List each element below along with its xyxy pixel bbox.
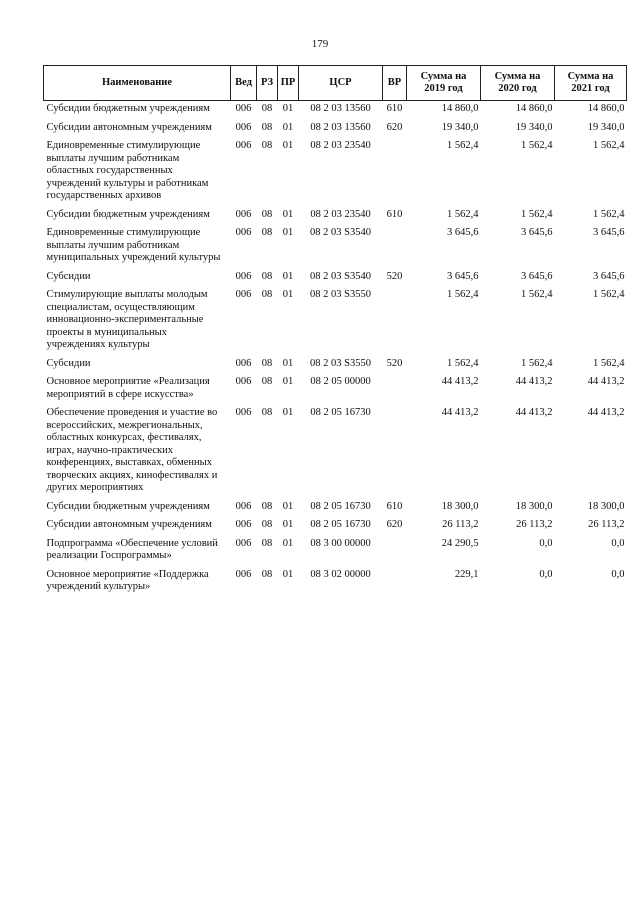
row-pr: 01	[282, 407, 294, 418]
row-csr: 08 2 03 23540	[310, 140, 371, 151]
row-ved: 006	[235, 270, 252, 282]
table-row	[44, 536, 627, 567]
row-sum-2020: 0,0	[539, 537, 553, 549]
row-csr: 08 2 03 13560	[310, 121, 371, 133]
row-ved: 006	[235, 289, 252, 300]
table-row	[44, 101, 627, 120]
row-rz: 08	[261, 407, 273, 418]
row-sum-2021: 14 860,0	[587, 103, 625, 114]
row-csr: 08 2 03 23540	[310, 208, 371, 220]
header-vr: ВР	[383, 66, 407, 101]
table-row	[44, 120, 627, 139]
row-csr: 08 3 00 00000	[310, 537, 371, 549]
table-row	[44, 207, 627, 226]
row-pr: 01	[282, 103, 294, 114]
row-vr: 620	[386, 121, 403, 133]
row-rz: 08	[261, 519, 273, 530]
table-header-row	[44, 66, 627, 101]
table-row	[44, 138, 627, 207]
row-sum-2021: 1 562,4	[593, 140, 625, 151]
row-rz: 08	[261, 500, 273, 512]
row-rz: 08	[261, 208, 273, 220]
row-csr: 08 2 05 16730	[310, 500, 371, 512]
row-sum-2020: 3 645,6	[521, 227, 553, 238]
row-sum-2021: 18 300,0	[587, 500, 625, 512]
header-rz: РЗ	[257, 66, 278, 101]
row-pr: 01	[282, 519, 294, 530]
row-sum-2020: 18 300,0	[515, 500, 553, 512]
row-vr: 610	[386, 208, 403, 220]
row-ved: 006	[235, 500, 252, 512]
row-csr: 08 3 02 00000	[310, 568, 371, 580]
row-sum-2021: 0,0	[611, 537, 625, 549]
header-csr: ЦСР	[299, 66, 383, 101]
row-vr: 520	[386, 270, 403, 282]
row-sum-2019: 19 340,0	[441, 121, 479, 133]
row-pr: 01	[282, 121, 294, 133]
row-csr: 08 2 03 S3550	[310, 289, 371, 300]
row-vr: 610	[386, 500, 403, 512]
row-sum-2021: 3 645,6	[593, 227, 625, 238]
row-pr: 01	[282, 357, 294, 369]
row-name: Субсидии бюджетным учреждениям	[46, 103, 210, 114]
row-sum-2019: 3 645,6	[447, 227, 479, 238]
row-csr: 08 2 03 13560	[310, 103, 371, 114]
row-sum-2019: 26 113,2	[442, 519, 479, 530]
row-name: Подпрограмма «Обеспечение условий реализации Госпрограммы»	[46, 537, 218, 561]
row-name: Субсидии автономным учреждениям	[46, 121, 212, 133]
row-rz: 08	[261, 121, 273, 133]
row-rz: 08	[261, 568, 273, 580]
row-vr	[383, 405, 407, 499]
header-sum-2020: Сумма на 2020 год	[481, 66, 555, 101]
row-sum-2020: 1 562,4	[521, 357, 553, 369]
row-sum-2020: 19 340,0	[515, 121, 553, 133]
row-pr: 01	[282, 500, 294, 512]
row-rz: 08	[261, 140, 273, 151]
row-ved: 006	[235, 537, 252, 549]
row-sum-2021: 1 562,4	[593, 289, 625, 300]
row-name: Субсидии автономным учреждениям	[46, 519, 212, 530]
row-rz: 08	[261, 289, 273, 300]
row-ved: 006	[235, 208, 252, 220]
row-csr: 08 2 03 S3540	[310, 270, 371, 282]
row-rz: 08	[261, 537, 273, 549]
row-csr: 08 2 03 S3540	[310, 227, 371, 238]
row-sum-2021: 44 413,2	[587, 376, 625, 387]
row-sum-2020: 44 413,2	[515, 376, 553, 387]
row-csr: 08 2 05 16730	[310, 519, 371, 530]
row-rz: 08	[261, 103, 273, 114]
row-vr: 520	[386, 357, 403, 369]
table-row	[44, 374, 627, 405]
row-sum-2021: 19 340,0	[587, 121, 625, 133]
row-name: Основное мероприятие «Поддержка учреждений культуры»	[46, 568, 209, 592]
row-ved: 006	[235, 357, 252, 369]
row-vr: 620	[386, 519, 403, 530]
row-sum-2021: 44 413,2	[587, 407, 625, 418]
row-csr: 08 2 05 00000	[310, 376, 371, 387]
row-sum-2021: 3 645,6	[593, 270, 625, 282]
row-sum-2019: 1 562,4	[447, 140, 479, 151]
table-row	[44, 499, 627, 518]
row-name: Основное мероприятие «Реализация мероприятий в сфере искусства»	[46, 376, 210, 400]
row-sum-2019: 3 645,6	[447, 270, 479, 282]
row-sum-2019: 24 290,5	[441, 537, 479, 549]
row-sum-2019: 44 413,2	[441, 376, 479, 387]
row-ved: 006	[235, 140, 252, 151]
row-name: Стимулирующие выплаты молодым специалистам, осуществляющим инновационно-экспериментальные проекты в муниципальных учреждениях культуры	[46, 289, 208, 350]
row-name: Субсидии	[46, 270, 91, 282]
row-name: Субсидии бюджетным учреждениям	[46, 208, 210, 220]
row-sum-2019: 44 413,2	[441, 407, 479, 418]
row-sum-2021: 1 562,4	[593, 208, 625, 220]
row-pr: 01	[282, 270, 294, 282]
row-name: Обеспечение проведения и участие во всероссийских, межрегиональных, областных конкурсах, фестивалях, играх, научно-практических конференциях, выставках, обменных творческих акциях, кинофестивалях и других мероприятиях	[46, 407, 218, 493]
header-name: Наименование	[44, 66, 231, 101]
table-row	[44, 567, 627, 598]
row-pr: 01	[282, 140, 294, 151]
row-ved: 006	[235, 103, 252, 114]
table-row	[44, 225, 627, 269]
row-name: Единовременные стимулирующие выплаты лучшим работникам муниципальных учреждений культуры	[46, 227, 221, 263]
row-sum-2020: 1 562,4	[521, 208, 553, 220]
row-rz: 08	[261, 227, 273, 238]
row-sum-2021: 0,0	[611, 568, 625, 580]
table-body	[44, 101, 627, 598]
row-pr: 01	[282, 208, 294, 220]
row-sum-2020: 14 860,0	[515, 103, 553, 114]
row-name: Единовременные стимулирующие выплаты лучшим работникам областных государственных учреждений культуры и работникам государственных архивов	[46, 140, 209, 201]
row-vr	[383, 287, 407, 356]
row-sum-2019: 229,1	[454, 568, 479, 580]
row-sum-2020: 1 562,4	[521, 140, 553, 151]
row-ved: 006	[235, 407, 252, 418]
row-ved: 006	[235, 121, 252, 133]
row-rz: 08	[261, 270, 273, 282]
header-pr: ПР	[278, 66, 299, 101]
row-ved: 006	[235, 227, 252, 238]
row-sum-2020: 26 113,2	[516, 519, 553, 530]
row-ved: 006	[235, 519, 252, 530]
row-sum-2019: 18 300,0	[441, 500, 479, 512]
table-row	[44, 356, 627, 375]
row-sum-2021: 26 113,2	[588, 519, 625, 530]
row-sum-2019: 1 562,4	[447, 289, 479, 300]
row-ved: 006	[235, 376, 252, 387]
row-pr: 01	[282, 568, 294, 580]
row-sum-2019: 14 860,0	[441, 103, 479, 114]
row-sum-2020: 3 645,6	[521, 270, 553, 282]
row-vr	[383, 374, 407, 405]
row-name: Субсидии	[46, 357, 91, 369]
row-sum-2019: 1 562,4	[447, 357, 479, 369]
header-ved: Вед	[231, 66, 257, 101]
row-pr: 01	[282, 227, 294, 238]
row-csr: 08 2 05 16730	[310, 407, 371, 418]
row-sum-2020: 1 562,4	[521, 289, 553, 300]
row-vr	[383, 567, 407, 598]
table-row	[44, 405, 627, 499]
row-sum-2019: 1 562,4	[447, 208, 479, 220]
row-pr: 01	[282, 537, 294, 549]
table-row	[44, 287, 627, 356]
page-number: 179	[311, 38, 329, 50]
row-name: Субсидии бюджетным учреждениям	[46, 500, 210, 512]
row-pr: 01	[282, 289, 294, 300]
row-rz: 08	[261, 376, 273, 387]
row-sum-2020: 0,0	[539, 568, 553, 580]
header-sum-2019: Сумма на 2019 год	[407, 66, 481, 101]
budget-table	[43, 65, 627, 598]
row-rz: 08	[261, 357, 273, 369]
table-row	[44, 269, 627, 288]
table-row	[44, 517, 627, 536]
row-ved: 006	[235, 568, 252, 580]
row-vr	[383, 536, 407, 567]
row-pr: 01	[282, 376, 294, 387]
row-vr	[383, 225, 407, 269]
row-sum-2021: 1 562,4	[593, 357, 625, 369]
row-csr: 08 2 03 S3550	[310, 357, 371, 369]
row-sum-2020: 44 413,2	[515, 407, 553, 418]
row-vr: 610	[386, 103, 403, 114]
row-vr	[383, 138, 407, 207]
header-sum-2021: Сумма на 2021 год	[555, 66, 627, 101]
